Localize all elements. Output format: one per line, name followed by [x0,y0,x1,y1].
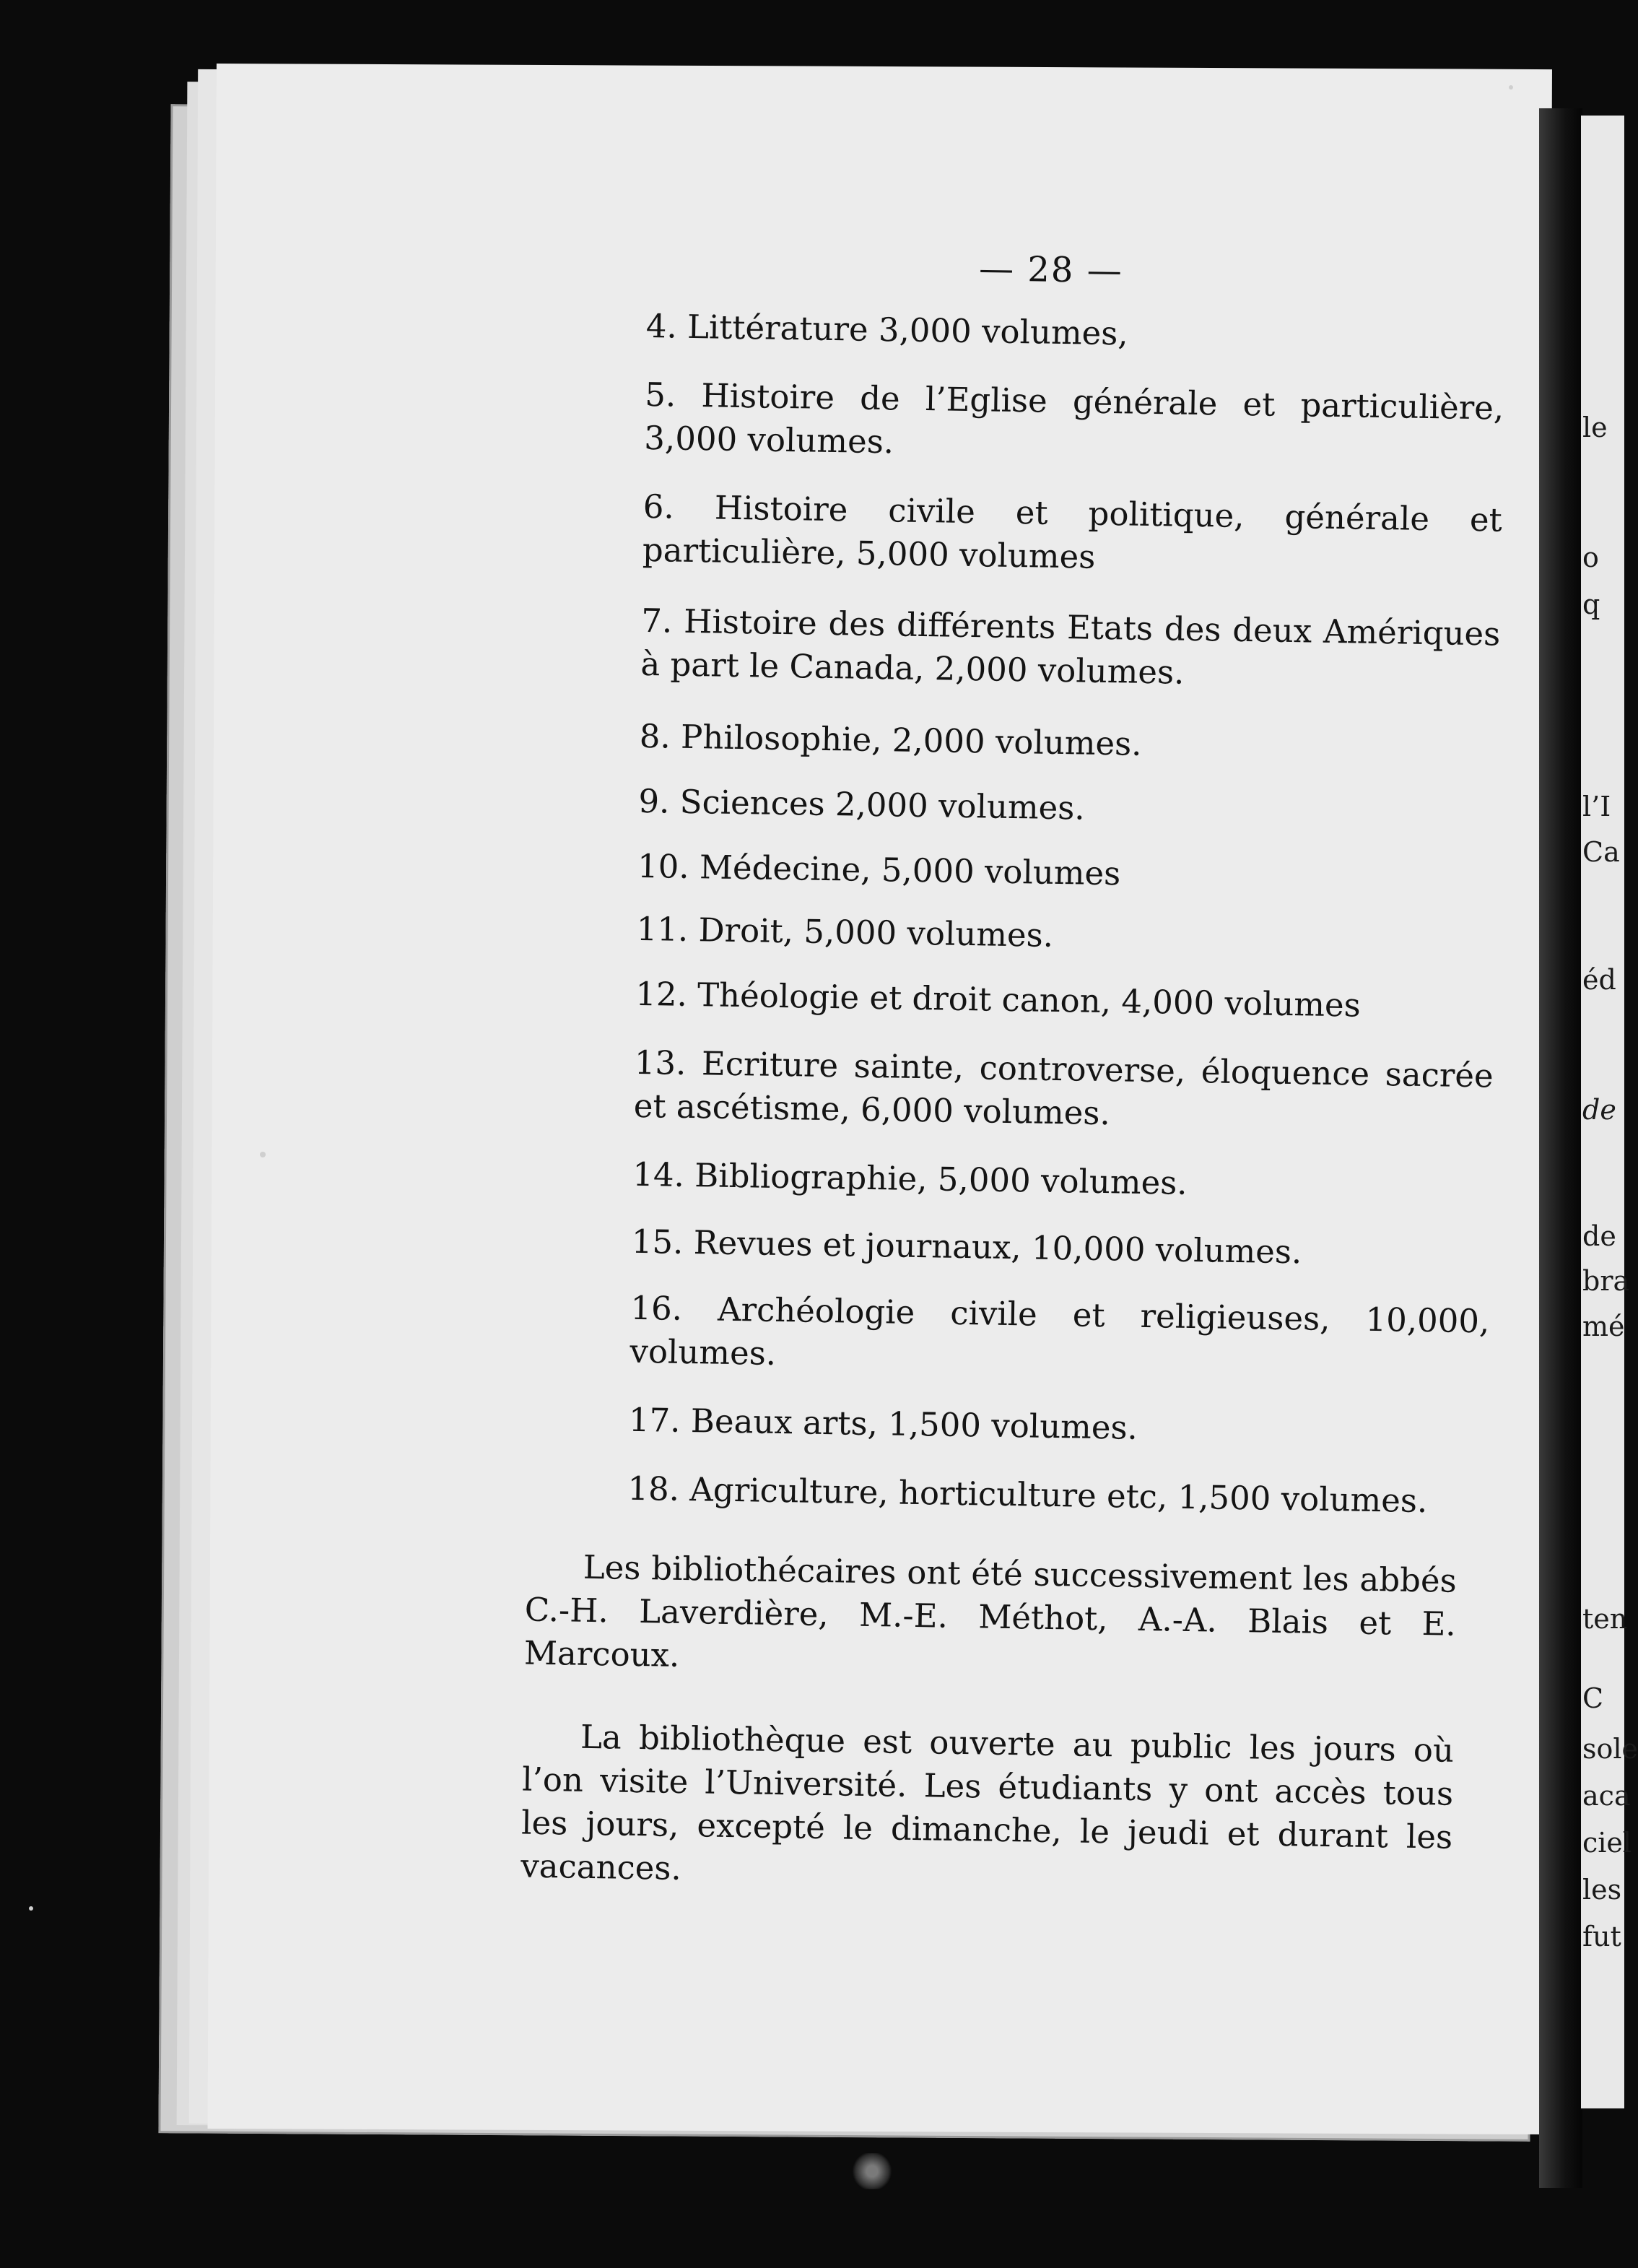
catalog-entry [570,1466,1487,1524]
catalog-entry [578,972,1495,1030]
catalog-entry-text: 8. Philosophie, 2,000 volumes. [639,716,1142,763]
paragraph-text: La bibliothèque est ouverte au public les jours où l’on visite l’Université. Les étudiants y ont accès tous les jours, excepté le dimanche, le jeudi et durant les vacances. [520,1717,1455,1887]
catalog-entry-text: 18. Agriculture, horticulture etc, 1,500 volumes. [627,1469,1428,1521]
facing-page-fragment: les [1582,1874,1622,1906]
catalog-entry-text: 10. Médecine, 5,000 volumes [637,846,1121,893]
catalog-entry [580,844,1497,902]
facing-page-fragment: sole [1582,1733,1638,1765]
facing-page-fragment: ten [1582,1603,1628,1635]
catalog-entry-text: 9. Sciences 2,000 volumes. [638,781,1086,827]
facing-page-fragment: de [1582,1220,1616,1252]
catalog-entry [575,1040,1494,1142]
facing-page-fragment: C [1582,1682,1604,1714]
scan-speck [29,1906,33,1911]
facing-page-fragment: éd [1582,964,1616,996]
facing-page-fragment: q [1582,588,1600,620]
catalog-entry [584,485,1502,586]
catalog-entry-text: 12. Théologie et droit canon, 4,000 volumes [635,974,1362,1025]
catalog-entry-text: 15. Revues et journaux, 10,000 volumes. [631,1222,1302,1272]
scan-speck [1509,85,1513,90]
facing-page-fragment: de [1582,1094,1616,1126]
bottom-ornament [850,2153,894,2189]
facing-page-fragment: aca [1582,1780,1631,1812]
facing-page-fragment: ciel [1582,1827,1632,1859]
catalog-entry [573,1220,1491,1277]
facing-page-fragment: l’I [1582,791,1611,822]
opening-hours-paragraph [520,1715,1455,1903]
page-number: — 28 — [978,248,1124,292]
scan-speck [260,1152,266,1157]
catalog-entry-text: 14. Bibliographie, 5,000 volumes. [632,1155,1188,1202]
catalog-entry-text: 4. Littérature 3,000 volumes, [645,306,1129,353]
catalog-entry [571,1398,1489,1456]
librarians-paragraph [523,1545,1457,1690]
catalog-entry-text: 5. Histoire de l’Eglise générale et particulière, 3,000 volumes. [643,375,1504,461]
facing-page-fragment: o [1582,542,1599,573]
catalog-entry [586,373,1504,474]
facing-page-fragment: mé [1582,1311,1625,1342]
catalog-entry [572,1286,1490,1387]
catalog-entry-text: 17. Beaux arts, 1,500 volumes. [628,1400,1138,1447]
catalog-entry-text: 13. Ecriture sainte, controverse, éloquence sacrée et ascétisme, 6,000 volumes. [633,1043,1494,1133]
catalog-entry-text: 6. Histoire civile et politique, générale et particulière, 5,000 volumes [642,487,1503,576]
catalog-entry [580,779,1498,837]
paragraph-text: Les bibliothécaires ont été successivement les abbés C.-H. Laverdière, M.-E. Méthot, A.-A. Blais et E. Marcoux. [523,1547,1458,1674]
facing-page-fragment: Ca [1582,836,1620,868]
catalog-entry [578,907,1496,965]
catalog-entry-text: 16. Archéologie civile et religieuses, 10,000, volumes. [630,1288,1490,1373]
facing-page-fragment: bra [1582,1265,1630,1297]
catalog-entry [575,1152,1492,1210]
catalog-entry [583,599,1501,700]
catalog-entry [581,714,1499,772]
catalog-entry-text: 11. Droit, 5,000 volumes. [636,909,1054,955]
catalog-entry-text: 7. Histoire des différents Etats des deux Amériques à part le Canada, 2,000 volumes. [640,601,1501,692]
facing-page-fragment: fut [1582,1921,1621,1952]
catalog-entry [588,304,1505,362]
facing-page-fragment: le [1582,412,1608,443]
